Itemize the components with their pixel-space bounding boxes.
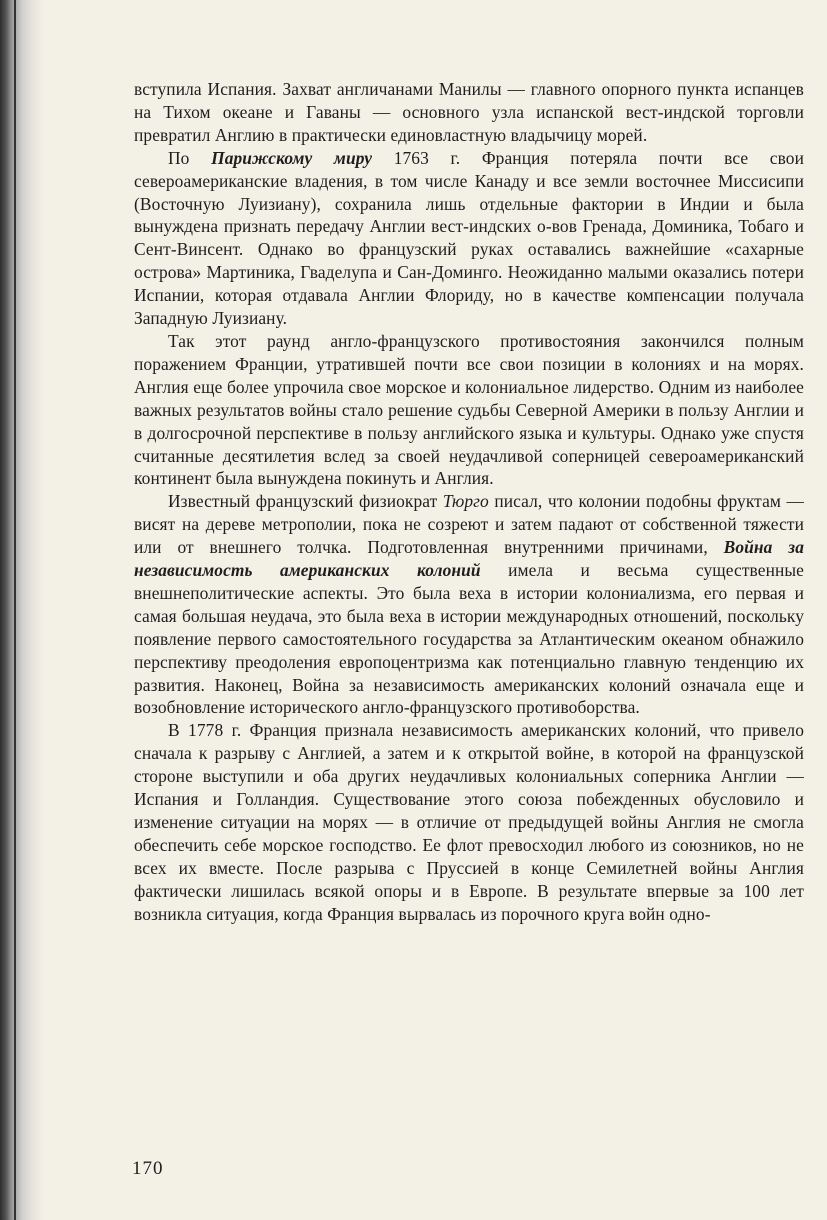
body-text — [134, 78, 804, 926]
text-segment: 1763 г. Франция потеряла почти все свои североамериканские владения, в том числе Канаду и все земли восточнее Миссисипи (Восточную Луизиану), сохранила лишь отдельные фактории в Индии и была вынуждена признать передачу Англии вест-индских о-вов Гренада, Доминика, Тобаго и Сент-Винсент. Однако во французский руках оставались важнейшие «сахарные острова» Мартиника, Гваделупа и Сан-Доминго. Неожиданно малыми оказались потери Испании, которая отдавала Англии Флориду, но в качестве компенсации получала Западную Луизиану. — [134, 147, 805, 329]
paragraph — [134, 78, 804, 147]
emphasized-term: Тюрго — [442, 491, 489, 512]
paragraph — [134, 490, 804, 719]
page-number: 170 — [132, 1158, 164, 1179]
text-segment: Так этот раунд англо-французского противостояния закончился полным поражением Франции, утратившей почти все свои позиции в колониях и на морях. Англия еще более упрочила свое морское и колониальное лидерство. Одним из наиболее важных результатов войны стало решение судьбы Северной Америки в пользу Англии и в долгосрочной перспективе в пользу английского языка и культуры. Однако уже спустя считанные десятилетия вслед за своей неудачливой соперницей североамериканский континент была вынуждена покинуть и Англия. — [134, 330, 804, 489]
binding-edge-line — [14, 0, 16, 1220]
text-segment: Известный французский физиократ — [168, 491, 443, 512]
text-segment: По — [168, 147, 212, 168]
paragraph — [134, 330, 804, 490]
emphasized-term: Парижскому миру — [211, 147, 373, 168]
paragraph — [134, 147, 804, 330]
emphasized-term: Война за независимость американских колоний — [134, 537, 804, 581]
text-segment: В 1778 г. Франция признала независимость американских колоний, что привело сначала к разрыву с Англией, а затем и к открытой войне, в которой на французской стороне выступили и оба других неудачливых колониальных соперника Англии — Испания и Голландия. Существование этого союза побежденных обусловило и изменение ситуации на морях — в отличие от предыдущей войны Англия не смогла обеспечить себе морское господство. Ее флот превосходил любого из союзников, но не всех их вместе. После разрыва с Пруссией в конце Семилетней войны Англия фактически лишилась всякой опоры и в Европе. В результате впервые за 100 лет возникла ситуация, когда Франция вырвалась из порочного круга войн одно- — [134, 720, 804, 924]
text-segment: имела и весьма существенные внешнеполитические аспекты. Это была веха в истории колониализма, его первая и самая большая неудача, это была веха в истории международных отношений, поскольку появление первого самостоятельного государства за Атлантическим океаном обнажило перспективу преодоления европоцентризма как потенциально главную тенденцию их развития. Наконец, Война за независимость американских колоний означала еще и возобновление исторического англо-французского противоборства. — [134, 560, 804, 718]
text-segment: писал, что колонии подобны фруктам — висят на дереве метрополии, пока не созреют и затем падают от собственной тяжести или от внешнего толчка. Подготовленная внутренними причинами, — [134, 491, 804, 558]
book-binding-shadow — [0, 0, 44, 1220]
text-segment: вступила Испания. Захват англичанами Манилы — главного опорного пункта испанцев на Тихом океане и Гаваны — основного узла испанской вест-индской торговли превратил Англию в практически единовластную владычицу морей. — [134, 79, 804, 145]
paragraph — [134, 719, 804, 925]
